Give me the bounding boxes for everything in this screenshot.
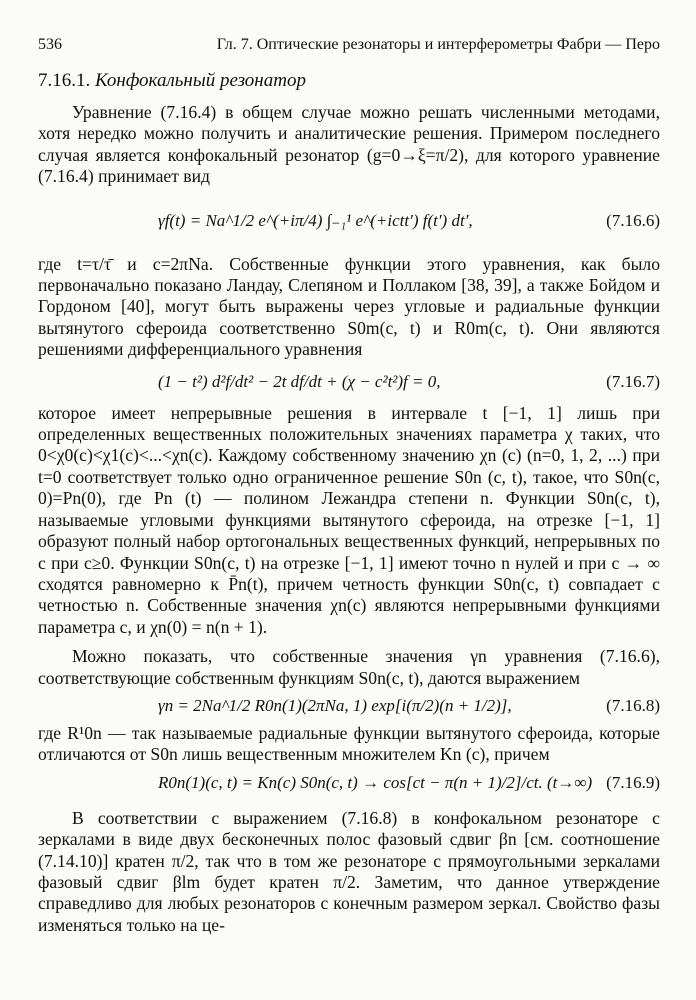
paragraph: Можно показать, что собственные значения γn уравнения (7.16.6), соответствующие собственным функциям S0n(c, t), даются выражением [38,646,660,688]
equation-formula: R0n(1)(c, t) = Kn(c) S0n(c, t) → cos[ct − π(n + 1)/2]/ct. (t→∞) [158,772,593,792]
paragraph: которое имеет непрерывные решения в интервале t [−1, 1] лишь при определенных вещественных положительных значениях параметра χ таких, что 0<χ0(c)<χ1(c)<...<χn(c). Каждому собственному значению χn (c) (n=0, 1, 2, ...) при t=0 соответствует только одно ограниченное решение S0n (c, t), такое, что S0n(c, 0)=Pn(0), где Pn (t) — полином Лежандра степени n. Функции S0n(c, t), называемые угловыми функциями вытянутого сфероида, на отрезке [−1, 1] образуют полный набор ортогональных вещественных функций, непрерывных по c при c≥0. Функции S0n(c, t) на отрезке [−1, 1] имеют точно n нулей и при c → ∞ сходятся равномерно к P̄n(t), причем четность функции S0n(c, t) совпадает с четностью n. Собственные значения χn(c) являются непрерывными функциями параметра c, и χn(0) = n(n + 1). [38,402,660,637]
equation [38,365,660,399]
page-number: 536 [38,36,62,53]
equation-formula: γf(t) = Na^1/2 e^(+iπ/4) ∫₋₁¹ e^(+ictt′) f(t′) dt′, [158,210,473,230]
equation-formula: γn = 2Na^1/2 R0n(1)(2πNa, 1) exp[i(π/2)(n + 1/2)], [158,695,512,715]
paragraph: где R¹0n — так называемые радиальные функции вытянутого сфероида, которые отличаются от S0n лишь вещественным множителем Kn (c), причем [38,722,660,765]
equation-number: (7.16.9) [606,772,660,792]
running-header [38,36,660,58]
paragraph: где t=τ/τ̄ и c=2πNa. Собственные функции этого уравнения, как было первоначально показано Ландау, Слепяном и Поллаком [38, 39], а также Бойдом и Гордоном [40], могут быть выражены через угловые и радиальные функции вытянутого сфероида соответственно S0m(c, t) и R0m(c, t). Они являются решениями дифференциального уравнения [38,253,660,360]
section-heading [38,70,306,92]
section-title: Конфокальный резонатор [95,70,306,91]
equation-number: (7.16.8) [606,695,660,715]
equation [38,770,660,796]
paragraph: В соответствии с выражением (7.16.8) в конфокальном резонаторе с зеркалами в виде двух бесконечных полос фазовый сдвиг βn [см. соотношение (7.14.10)] кратен π/2, так что в том же резонаторе с прямоугольными зеркалами фазовый сдвиг βlm будет кратен π/2. Заметим, что данное утверждение справедливо для любых резонаторов с конечным размером зеркал. Свойство фазы изменяться только на це- [38,807,660,935]
equation-number: (7.16.6) [606,210,660,230]
equation [38,693,660,719]
running-title: Гл. 7. Оптические резонаторы и интерферометры Фабри — Перо [216,36,660,53]
equation-number: (7.16.7) [606,371,660,391]
section-number: 7.16.1. [38,70,91,91]
equation-formula: (1 − t²) d²f/dt² − 2t df/dt + (χ − c²t²)f = 0, [158,371,441,391]
page-body [38,102,660,936]
equation [38,192,660,250]
paragraph: Уравнение (7.16.4) в общем случае можно решать численными методами, хотя нередко можно получить и аналитические решения. Примером последнего случая является конфокальный резонатор (g=0→ξ=π/2), для которого уравнение (7.16.4) принимает вид [38,102,660,187]
